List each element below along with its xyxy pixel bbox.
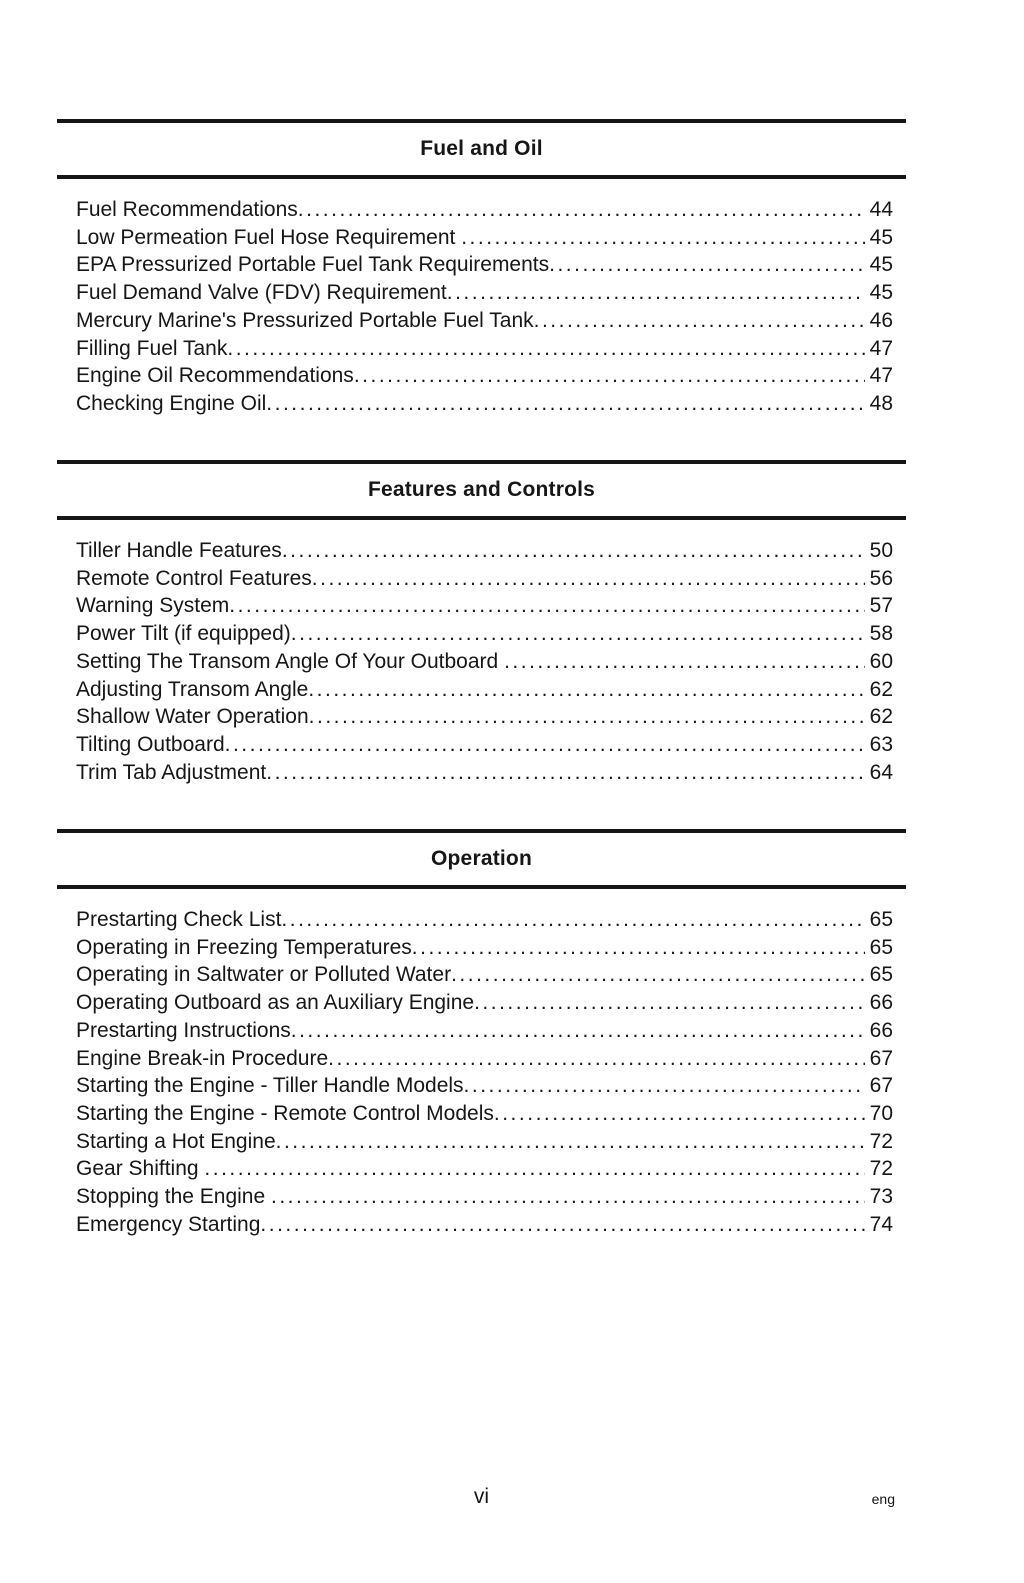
toc-entry (76, 279, 893, 307)
toc-entry-page-number: 65 (869, 935, 893, 959)
toc-entry-list (57, 196, 906, 418)
toc-leader-dots (549, 251, 865, 279)
footer-language-code: eng (871, 1491, 895, 1507)
toc-entry-page-number: 64 (869, 760, 893, 784)
section-heading: Features and Controls (57, 460, 906, 520)
toc-leader-dots (312, 565, 865, 593)
toc-leader-dots (260, 1211, 864, 1239)
toc-entry (76, 307, 893, 335)
toc-entry (76, 1211, 893, 1239)
toc-entry-page-number: 45 (869, 281, 893, 305)
toc-leader-dots (271, 1183, 865, 1211)
toc-entry (76, 1128, 893, 1156)
toc-leader-dots (474, 989, 865, 1017)
toc-entry-label: Checking Engine Oil (76, 391, 267, 415)
toc-entry-label: Operating Outboard as an Auxiliary Engine (76, 991, 475, 1015)
toc-leader-dots (354, 362, 865, 390)
toc-leader-dots (291, 1017, 865, 1045)
toc-leader-dots (309, 703, 865, 731)
toc-entry-page-number: 67 (869, 1046, 893, 1070)
toc-entry (76, 1017, 893, 1045)
toc-entry-page-number: 65 (869, 963, 893, 987)
toc-entry-page-number: 45 (869, 253, 893, 277)
toc-entry-label: Prestarting Instructions (76, 1018, 291, 1042)
toc-entry-list (57, 906, 906, 1238)
toc-entry-page-number: 44 (869, 198, 893, 221)
toc-entry-page-number: 65 (869, 908, 893, 931)
toc-entry-label: Tiller Handle Features (76, 539, 282, 562)
toc-leader-dots (412, 934, 865, 962)
toc-leader-dots (282, 537, 865, 565)
toc-entry (76, 934, 893, 962)
toc-entry (76, 251, 893, 279)
toc-leader-dots (464, 1072, 865, 1100)
toc-entry (76, 759, 893, 787)
toc-entry-label: Stopping the Engine (76, 1185, 271, 1209)
toc-entry-label: Starting a Hot Engine (76, 1129, 276, 1153)
toc-entry-page-number: 46 (869, 308, 893, 332)
toc-entry (76, 1072, 893, 1100)
toc-leader-dots (504, 648, 865, 676)
toc-leader-dots (494, 1100, 865, 1128)
section-heading: Operation (57, 829, 906, 889)
toc-entry-label: Setting The Transom Angle Of Your Outboard (76, 649, 505, 673)
toc-entry (76, 676, 893, 704)
toc-entry-label: Starting the Engine - Tiller Handle Models (76, 1074, 464, 1098)
toc-entry-label: Fuel Demand Valve (FDV) Requirement (76, 281, 447, 305)
toc-leader-dots (328, 1045, 864, 1073)
toc-entry (76, 196, 893, 224)
toc-entry-label: Tilting Outboard (76, 732, 225, 756)
toc-entry-label: Power Tilt (if equipped) (76, 622, 291, 646)
toc-entry-page-number: 50 (869, 539, 893, 562)
toc-entry (76, 648, 893, 676)
toc-entry-label: Filling Fuel Tank (76, 336, 228, 360)
toc-entry (76, 1100, 893, 1128)
toc-entry (76, 1183, 893, 1211)
toc-entry (76, 731, 893, 759)
toc-entry-label: Starting the Engine - Remote Control Models (76, 1101, 494, 1125)
toc-entry-page-number: 67 (869, 1074, 893, 1098)
toc-entry (76, 989, 893, 1017)
toc-entry-label: EPA Pressurized Portable Fuel Tank Requirements (76, 253, 550, 277)
toc-leader-dots (204, 1155, 864, 1183)
toc-entry-label: Gear Shifting (76, 1157, 205, 1181)
toc-entry-label: Prestarting Check List (76, 908, 282, 931)
toc-entry-page-number: 62 (869, 705, 893, 729)
toc-entry-page-number: 47 (869, 364, 893, 388)
toc-entry-label: Adjusting Transom Angle (76, 677, 309, 701)
toc-entry-page-number: 66 (869, 991, 893, 1015)
toc-leader-dots (281, 906, 864, 934)
toc-entry-label: Warning System (76, 594, 230, 618)
toc-entry-label: Trim Tab Adjustment (76, 760, 267, 784)
toc-entry-page-number: 56 (869, 566, 893, 590)
toc-entry (76, 224, 893, 252)
toc-leader-dots (451, 961, 865, 989)
toc-entry (76, 592, 893, 620)
toc-entry-page-number: 74 (869, 1212, 893, 1236)
toc-entry-page-number: 58 (869, 622, 893, 646)
toc-leader-dots (461, 224, 864, 252)
toc-entry (76, 362, 893, 390)
toc-entry-page-number: 73 (869, 1185, 893, 1209)
toc-entry-page-number: 63 (869, 732, 893, 756)
toc-leader-dots (308, 676, 864, 704)
toc-entry (76, 390, 893, 418)
toc-entry-page-number: 45 (869, 225, 893, 249)
toc-leader-dots (266, 759, 864, 787)
toc-entry-page-number: 60 (869, 649, 893, 673)
toc-entry-page-number: 57 (869, 594, 893, 618)
toc-entry (76, 1155, 893, 1183)
toc-leader-dots (227, 335, 864, 363)
toc-entry-page-number: 48 (869, 391, 893, 415)
toc-entry-label: Operating in Freezing Temperatures (76, 935, 412, 959)
footer-page-number: vi (473, 1485, 490, 1508)
toc-entry-page-number: 62 (869, 677, 893, 701)
toc-entry (76, 1045, 893, 1073)
toc-entry-page-number: 72 (869, 1157, 893, 1181)
toc-leader-dots (276, 1128, 865, 1156)
toc-entry (76, 335, 893, 363)
toc-leader-dots (291, 620, 865, 648)
toc-entry-page-number: 70 (869, 1101, 893, 1125)
toc-section-operation (57, 829, 906, 1238)
section-heading: Fuel and Oil (57, 119, 906, 179)
toc-entry (76, 906, 893, 934)
toc-entry-page-number: 66 (869, 1018, 893, 1042)
toc-leader-dots (266, 390, 864, 418)
toc-entry-page-number: 72 (869, 1129, 893, 1153)
toc-entry (76, 620, 893, 648)
toc-entry-label: Low Permeation Fuel Hose Requirement (76, 225, 462, 249)
toc-leader-dots (225, 731, 865, 759)
toc-entry-label: Fuel Recommendations (76, 198, 298, 221)
toc-entry (76, 703, 893, 731)
toc-leader-dots (534, 307, 865, 335)
toc-entry-label: Operating in Saltwater or Polluted Water (76, 963, 452, 987)
toc-leader-dots (298, 196, 865, 224)
toc-entry-label: Emergency Starting (76, 1212, 261, 1236)
toc-entry (76, 565, 893, 593)
toc-entry (76, 537, 893, 565)
toc-entry-list (57, 537, 906, 786)
toc-entry-label: Engine Oil Recommendations (76, 364, 354, 388)
toc-entry-page-number: 47 (869, 336, 893, 360)
toc-entry-label: Shallow Water Operation (76, 705, 309, 729)
toc-entry-label: Remote Control Features (76, 566, 312, 590)
toc-leader-dots (447, 279, 865, 307)
toc-leader-dots (229, 592, 864, 620)
toc-entry-label: Mercury Marine's Pressurized Portable Fuel Tank (76, 308, 534, 332)
toc-entry-label: Engine Break-in Procedure (76, 1046, 329, 1070)
toc-entry (76, 961, 893, 989)
toc-section-fuel-and-oil (57, 119, 906, 418)
toc-section-features-and-controls (57, 460, 906, 786)
